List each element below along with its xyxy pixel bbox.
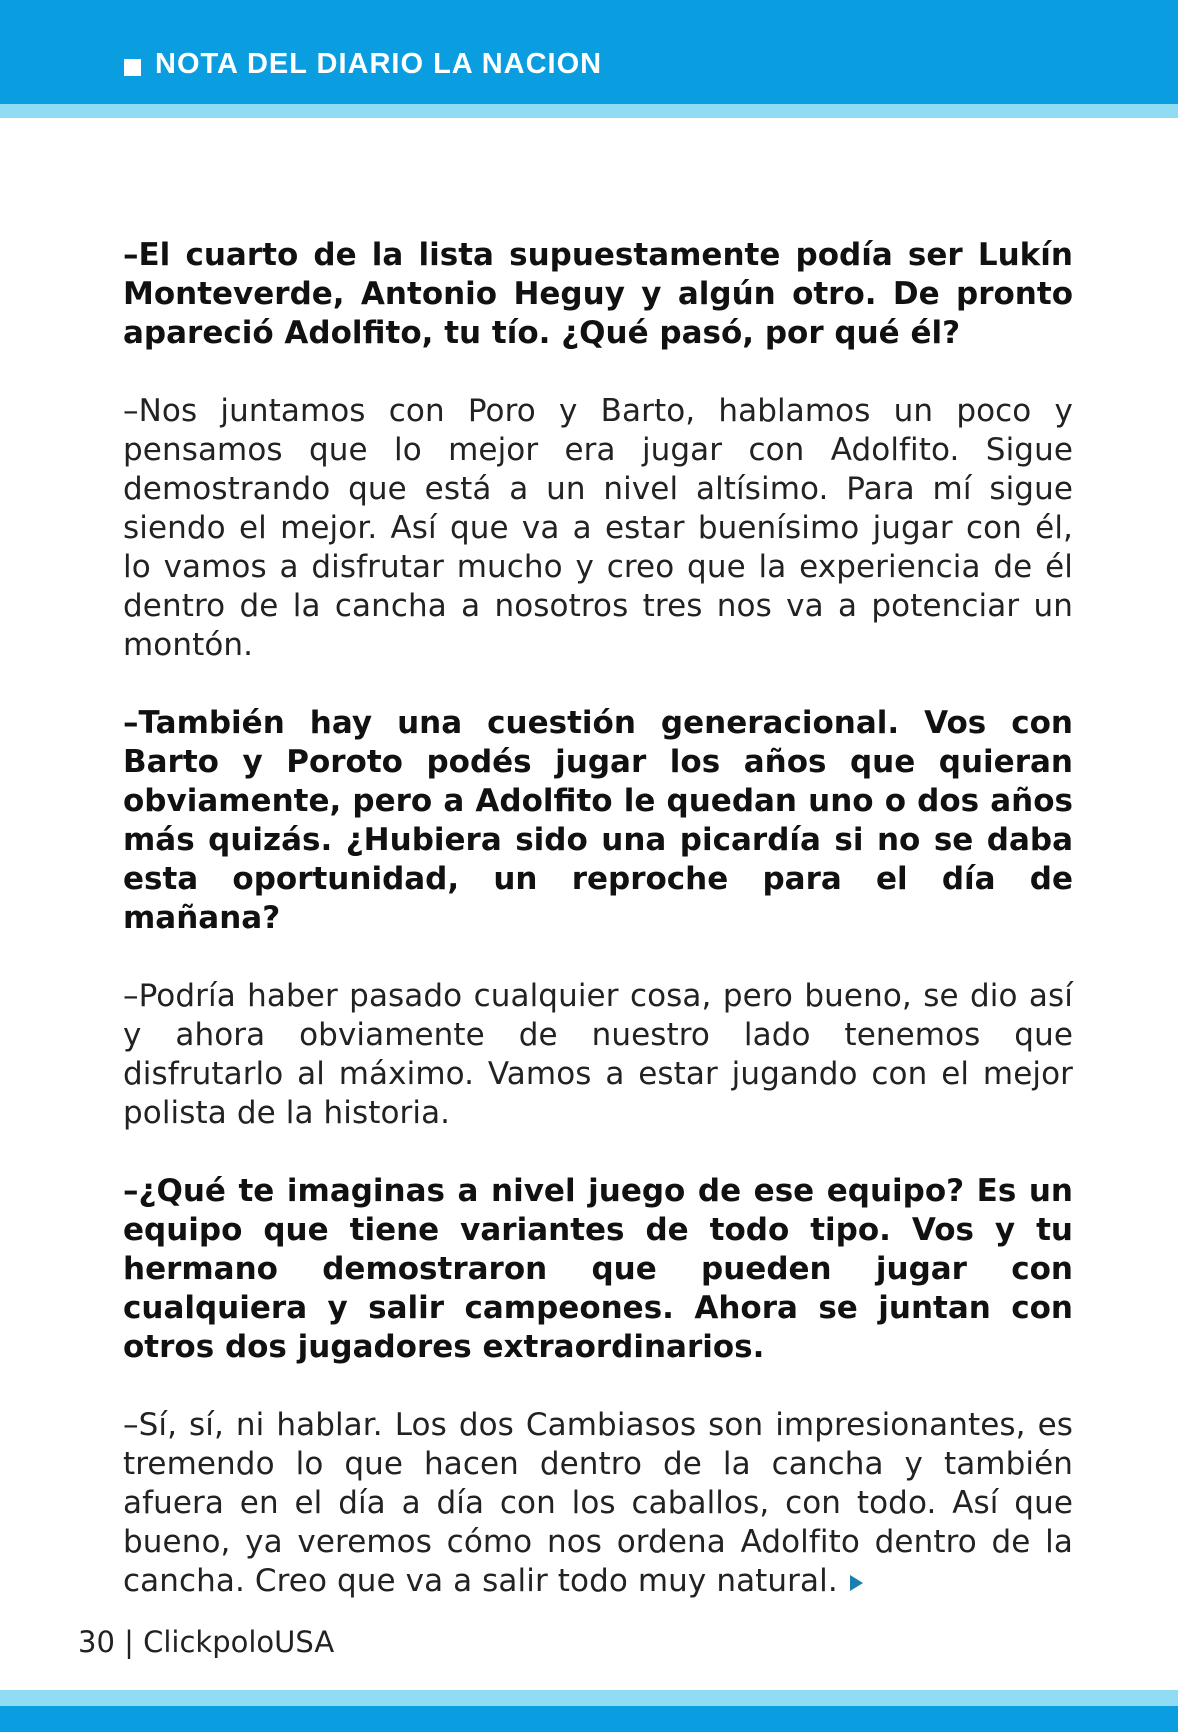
article-body: [123, 236, 1073, 1640]
header-stripe: [0, 104, 1178, 118]
question-paragraph: –El cuarto de la lista supuestamente podía ser Lukín Monteverde, Antonio Heguy y algún otro. De pronto apareció Adolfito, tu tío. ¿Qué pasó, por qué él?: [123, 237, 1073, 351]
answer-text: –Sí, sí, ni hablar. Los dos Cambiasos son impresionantes, es tremendo lo que hacen dentro de la cancha y también afuera en el día a día con los caballos, con todo. Así que bueno, ya veremos cómo nos ordena Adolfito dentro de la cancha. Creo que va a salir todo muy natural.: [123, 1407, 1073, 1599]
section-title: NOTA DEL DIARIO LA NACION: [155, 48, 603, 80]
page-footer-label: 30 | ClickpoloUSA: [78, 1625, 335, 1659]
play-triangle-icon: [850, 1575, 863, 1591]
footer-stripe: [0, 1690, 1178, 1706]
question-paragraph: –También hay una cuestión generacional. Vos con Barto y Poroto podés jugar los años que quieran obviamente, pero a Adolfito le quedan uno o dos años más quizás. ¿Hubiera sido una picardía si no se daba esta oportunidad, un reproche para el día de mañana?: [123, 705, 1073, 936]
footer-bar: [0, 1706, 1178, 1732]
square-icon: [124, 59, 141, 76]
answer-paragraph-last: [123, 1406, 1073, 1601]
answer-paragraph: –Nos juntamos con Poro y Barto, hablamos un poco y pensamos que lo mejor era jugar con Adolfito. Sigue demostrando que está a un nivel altísimo. Para mí sigue siendo el mejor. Así que va a estar buenísimo jugar con él, lo vamos a disfrutar mucho y creo que la experiencia de él dentro de la cancha a nosotros tres nos va a potenciar un montón.: [123, 393, 1073, 663]
answer-paragraph: –Podría haber pasado cualquier cosa, pero bueno, se dio así y ahora obviamente de nuestro lado tenemos que disfrutarlo al máximo. Vamos a estar jugando con el mejor polista de la historia.: [123, 978, 1073, 1131]
question-paragraph: –¿Qué te imaginas a nivel juego de ese equipo? Es un equipo que tiene variantes de todo tipo. Vos y tu hermano demostraron que pueden jugar con cualquiera y salir campeones. Ahora se juntan con otros dos jugadores extraordinarios.: [123, 1173, 1073, 1365]
